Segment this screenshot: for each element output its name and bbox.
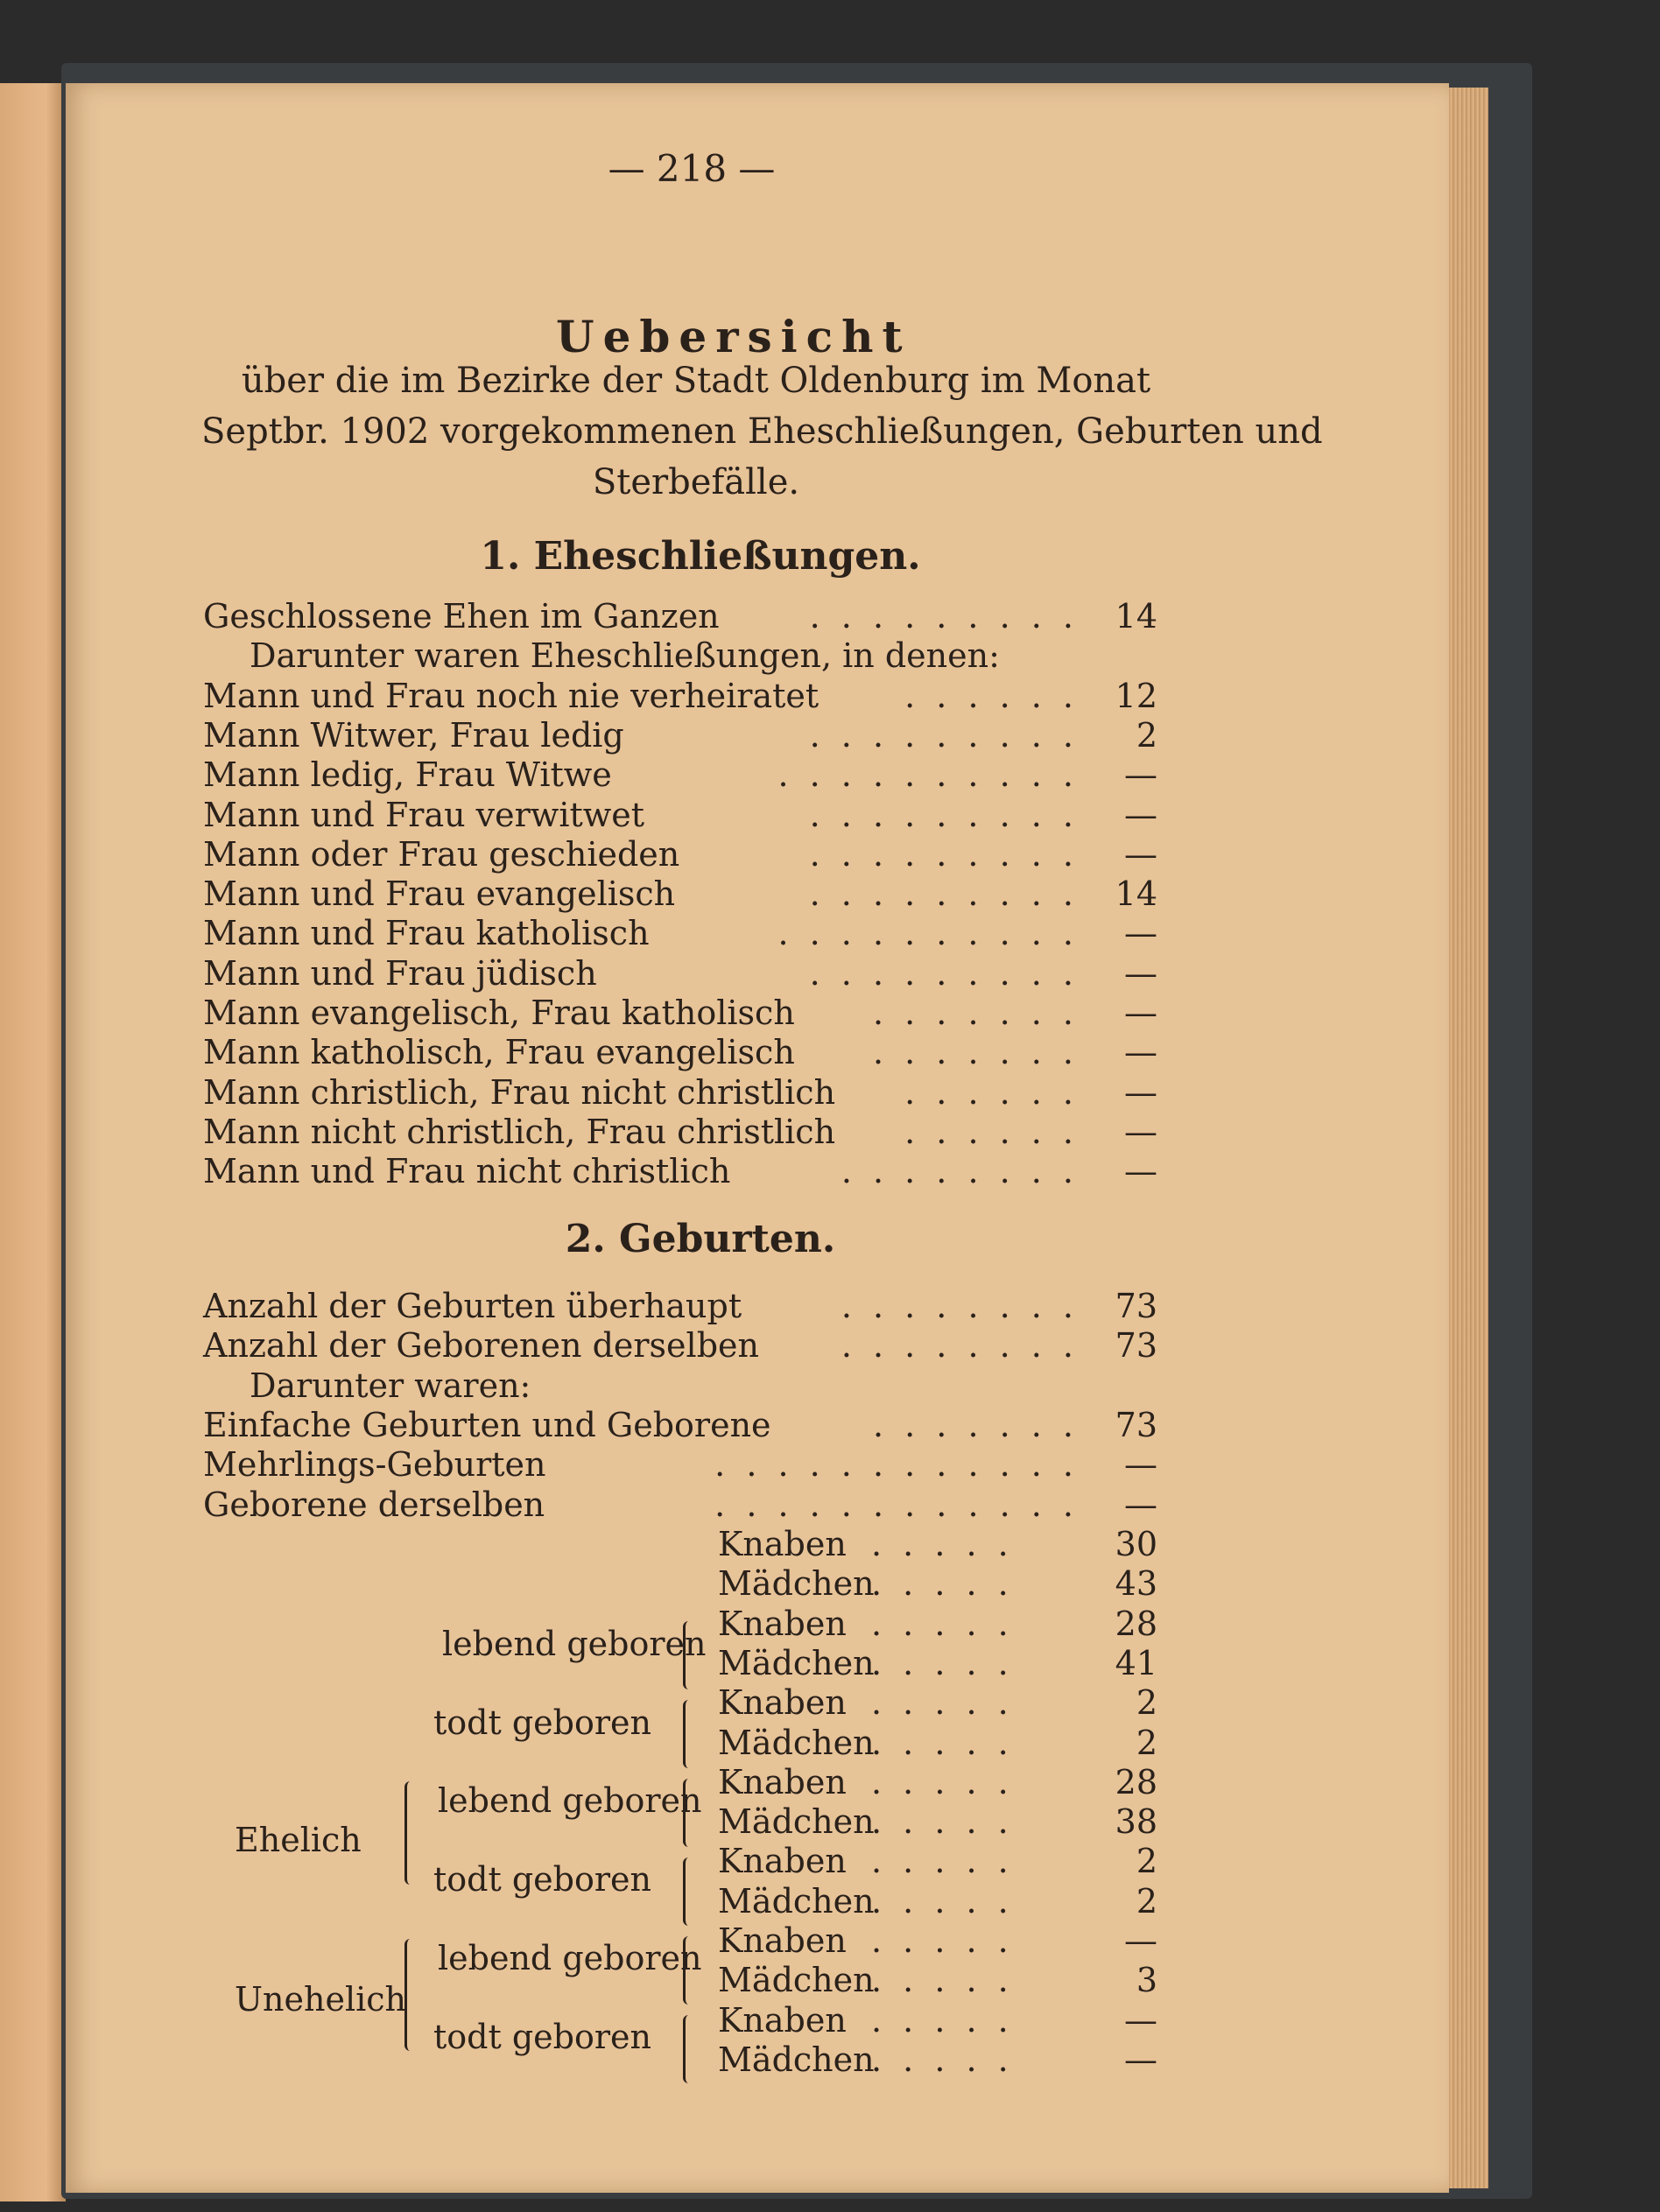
group-label-ehelich-lebend: lebend geboren (438, 1781, 702, 1820)
table-row (203, 1073, 1157, 1113)
brace (404, 1939, 416, 2051)
breakdown-value: 28 (1115, 1762, 1157, 1801)
breakdown-value: 2 (1136, 1723, 1157, 1762)
row-leader-dots: . . . . . . . . . . (777, 755, 1079, 795)
row-value: — (1124, 914, 1157, 953)
page-number: — 218 — (608, 147, 776, 190)
row-value: — (1124, 834, 1157, 874)
table-row (203, 1406, 1157, 1446)
table-row (203, 755, 1157, 796)
row-leader-dots: . . . . . . (904, 1072, 1079, 1112)
row-label: Geborene derselben (203, 1485, 545, 1524)
row-label: Geschlossene Ehen im Ganzen (203, 597, 720, 636)
breakdown-row (718, 1724, 1157, 1764)
breakdown-row (718, 1921, 1157, 1962)
row-value: — (1124, 1112, 1157, 1151)
row-value: — (1124, 1072, 1157, 1112)
breakdown-leader-dots: . . . . . (871, 1525, 1014, 1563)
breakdown-sex-label: Mädchen (718, 2040, 875, 2079)
breakdown-value: 2 (1136, 1842, 1157, 1881)
table-row (203, 796, 1157, 836)
row-label: Mann christlich, Frau nicht christlich (203, 1072, 836, 1112)
group-label-unehelich-lebend: lebend geboren (438, 1939, 702, 1977)
breakdown-leader-dots: . . . . . (871, 1683, 1014, 1723)
breakdown-value: 3 (1136, 1961, 1157, 2000)
table-row (203, 677, 1157, 717)
row-label: Mann ledig, Frau Witwe (203, 755, 612, 795)
row-value: 12 (1115, 676, 1157, 715)
breakdown-value: 2 (1136, 1683, 1157, 1723)
row-label: Mann und Frau verwitwet (203, 795, 645, 834)
breakdown-sex-label: Mädchen (718, 1802, 875, 1842)
subtitle-line-1: über die im Bezirke der Stadt Oldenburg im Monat (241, 361, 1151, 401)
brace (683, 2015, 694, 2083)
row-value: 73 (1115, 1326, 1157, 1366)
brace (683, 1621, 694, 1689)
row-value: — (1124, 1152, 1157, 1191)
breakdown-sex-label: Mädchen (718, 1643, 875, 1682)
breakdown-row (718, 1763, 1157, 1803)
row-label: Mann nicht christlich, Frau christlich (203, 1112, 836, 1151)
row-value: 73 (1115, 1287, 1157, 1325)
row-label: Darunter waren Eheschließungen, in denen: (250, 636, 1000, 676)
row-value: — (1124, 1445, 1157, 1485)
breakdown-sex-label: Knaben (718, 1842, 847, 1881)
table-row (203, 1445, 1157, 1485)
row-value: — (1124, 795, 1157, 834)
brace (404, 1781, 416, 1885)
row-leader-dots: . . . . . . . (872, 1033, 1079, 1072)
row-leader-dots: . . . . . . . . . . . . (714, 1485, 1079, 1524)
row-value: — (1124, 1033, 1157, 1072)
breakdown-row (718, 1564, 1157, 1605)
row-label: Anzahl der Geborenen derselben (203, 1326, 759, 1366)
row-leader-dots: . . . . . . . . . (809, 795, 1079, 834)
table-row (203, 1485, 1157, 1526)
table-row (203, 914, 1157, 954)
table-row (203, 1287, 1157, 1327)
row-label: Anzahl der Geburten überhaupt (203, 1287, 742, 1325)
breakdown-sex-label: Knaben (718, 1762, 847, 1801)
brace (683, 1936, 694, 2005)
breakdown-row (718, 2001, 1157, 2041)
breakdown-value: 43 (1115, 1564, 1157, 1604)
group-label-ehelich: Ehelich (235, 1821, 362, 1859)
breakdown-leader-dots: . . . . . (871, 1643, 1014, 1682)
breakdown-sex-label: Mädchen (718, 1961, 875, 2000)
row-label: Mann und Frau jüdisch (203, 953, 597, 993)
row-value: 2 (1136, 715, 1157, 755)
table-row (203, 597, 1157, 637)
table-row (203, 1152, 1157, 1192)
breakdown-value: 38 (1115, 1802, 1157, 1842)
breakdown-leader-dots: . . . . . (871, 1762, 1014, 1801)
row-leader-dots: . . . . . . (904, 1112, 1079, 1151)
breakdown-row (718, 1605, 1157, 1645)
breakdown-leader-dots: . . . . . (871, 1842, 1014, 1881)
row-leader-dots: . . . . . . . . . (809, 874, 1079, 914)
row-leader-dots: . . . . . . . . (841, 1152, 1079, 1191)
breakdown-value: — (1124, 1921, 1157, 1960)
page-title: Uebersicht (556, 311, 911, 362)
breakdown-leader-dots: . . . . . (871, 2000, 1014, 2040)
row-leader-dots: . . . . . . . . (841, 1326, 1079, 1366)
breakdown-row (718, 1882, 1157, 1922)
breakdown-row (718, 1644, 1157, 1684)
row-value: — (1124, 953, 1157, 993)
breakdown-leader-dots: . . . . . (871, 2040, 1014, 2079)
row-value: 73 (1115, 1405, 1157, 1444)
breakdown-sex-label: Mädchen (718, 1564, 875, 1604)
row-value: — (1124, 994, 1157, 1032)
brace (683, 1700, 694, 1768)
row-label: Mann und Frau katholisch (203, 914, 650, 953)
breakdown-row (718, 1842, 1157, 1882)
row-leader-dots: . . . . . . (904, 676, 1079, 715)
group-label-ehelich-todt: todt geboren (433, 1860, 651, 1899)
breakdown-leader-dots: . . . . . (871, 1723, 1014, 1762)
breakdown-leader-dots: . . . . . (871, 1564, 1014, 1604)
row-label: Mann und Frau nicht christlich (203, 1152, 731, 1191)
table-row (203, 994, 1157, 1034)
group-label-unehelich-todt: todt geboren (433, 2018, 651, 2056)
row-label: Mann und Frau evangelisch (203, 874, 676, 914)
row-leader-dots: . . . . . . . (872, 1405, 1079, 1444)
row-leader-dots: . . . . . . . . . (809, 715, 1079, 755)
table-row (203, 1033, 1157, 1073)
breakdown-sex-label: Mädchen (718, 1881, 875, 1921)
breakdown-sex-label: Knaben (718, 1921, 847, 1960)
breakdown-row (718, 1525, 1157, 1565)
row-leader-dots: . . . . . . . . (841, 1287, 1079, 1325)
breakdown-value: 30 (1115, 1525, 1157, 1563)
table-row (203, 1326, 1157, 1366)
table-row (250, 1366, 1204, 1407)
breakdown-sex-label: Knaben (718, 1525, 847, 1563)
group-label-todt-geboren: todt geboren (433, 1703, 651, 1742)
row-value: 14 (1115, 874, 1157, 914)
subtitle-line-3: Sterbefälle. (592, 462, 800, 502)
row-leader-dots: . . . . . . . . . . . . (714, 1445, 1079, 1485)
left-page-edge (0, 83, 66, 2201)
breakdown-value: — (1124, 2000, 1157, 2040)
breakdown-row (718, 1802, 1157, 1843)
table-row (250, 636, 1204, 677)
row-label: Mann Witwer, Frau ledig (203, 715, 624, 755)
breakdown-leader-dots: . . . . . (871, 1921, 1014, 1960)
brace (683, 1857, 694, 1926)
row-leader-dots: . . . . . . . . . (809, 834, 1079, 874)
breakdown-sex-label: Knaben (718, 2000, 847, 2040)
table-row (203, 835, 1157, 875)
table-row (203, 874, 1157, 915)
breakdown-row (718, 1961, 1157, 2001)
table-row (203, 716, 1157, 756)
subtitle-line-2: Septbr. 1902 vorgekommenen Eheschließungen, Geburten und (201, 411, 1323, 452)
breakdown-value: 2 (1136, 1881, 1157, 1921)
row-leader-dots: . . . . . . . . . . (777, 914, 1079, 953)
row-leader-dots: . . . . . . . (872, 994, 1079, 1032)
row-label: Einfache Geburten und Geborene (203, 1405, 771, 1444)
breakdown-leader-dots: . . . . . (871, 1881, 1014, 1921)
group-label-unehelich: Unehelich (235, 1980, 407, 2019)
row-value: 14 (1115, 597, 1157, 636)
breakdown-value: — (1124, 2040, 1157, 2079)
breakdown-value: 28 (1115, 1604, 1157, 1643)
breakdown-sex-label: Knaben (718, 1604, 847, 1643)
section-heading-marriages: 1. Eheschließungen. (480, 534, 921, 579)
breakdown-value: 41 (1115, 1643, 1157, 1682)
row-label: Mann und Frau noch nie verheiratet (203, 676, 819, 715)
breakdown-sex-label: Knaben (718, 1683, 847, 1723)
table-row (203, 954, 1157, 994)
row-leader-dots: . . . . . . . . . (809, 953, 1079, 993)
row-label: Darunter waren: (250, 1366, 531, 1405)
breakdown-leader-dots: . . . . . (871, 1604, 1014, 1643)
row-leader-dots: . . . . . . . . . (809, 597, 1079, 636)
row-value: — (1124, 1485, 1157, 1524)
group-label-lebend-geboren: lebend geboren (442, 1625, 707, 1663)
section-heading-births: 2. Geburten. (565, 1217, 836, 1261)
breakdown-row (718, 1683, 1157, 1724)
row-label: Mehrlings-Geburten (203, 1445, 546, 1485)
row-value: — (1124, 755, 1157, 795)
brace (683, 1779, 694, 1847)
breakdown-row (718, 2040, 1157, 2081)
row-label: Mann oder Frau geschieden (203, 834, 680, 874)
row-label: Mann katholisch, Frau evangelisch (203, 1033, 795, 1072)
breakdown-leader-dots: . . . . . (871, 1961, 1014, 2000)
breakdown-sex-label: Mädchen (718, 1723, 875, 1762)
table-row (203, 1113, 1157, 1153)
breakdown-leader-dots: . . . . . (871, 1802, 1014, 1842)
row-label: Mann evangelisch, Frau katholisch (203, 994, 795, 1032)
